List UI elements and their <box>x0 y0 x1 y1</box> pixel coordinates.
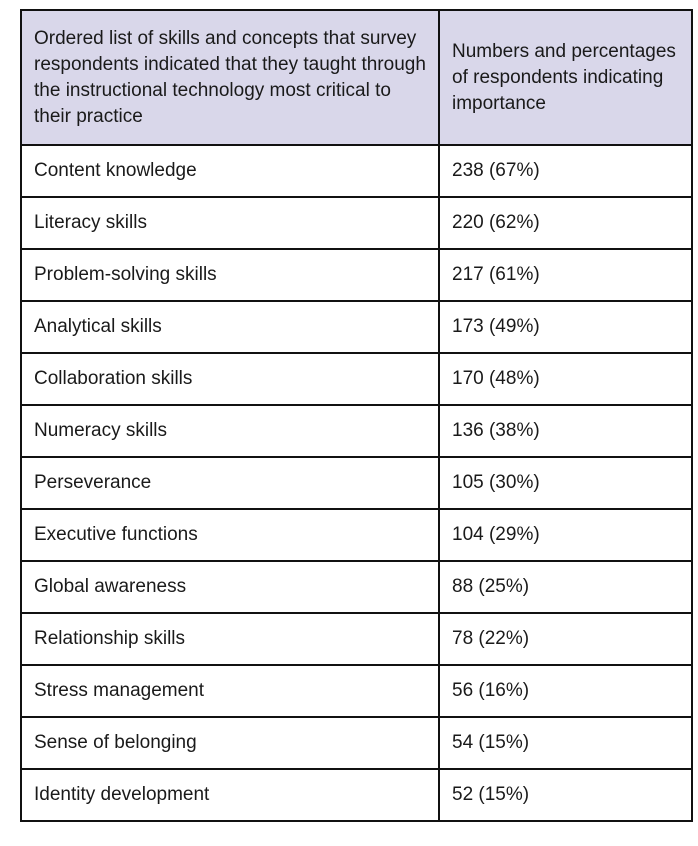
table-body <box>21 145 692 821</box>
skills-table <box>20 9 693 822</box>
skill-cell: Stress management <box>21 665 439 717</box>
value-cell: 170 (48%) <box>439 353 692 405</box>
value-cell: 105 (30%) <box>439 457 692 509</box>
skill-cell: Identity development <box>21 769 439 821</box>
table-row <box>21 405 692 457</box>
header-skills: Ordered list of skills and concepts that survey respondents indicated that they taught through the instructional technology most critical to their practice <box>21 10 439 145</box>
skill-cell: Content knowledge <box>21 145 439 197</box>
value-cell: 238 (67%) <box>439 145 692 197</box>
skills-table-container <box>20 9 691 822</box>
skill-cell: Relationship skills <box>21 613 439 665</box>
table-row <box>21 457 692 509</box>
table-row <box>21 509 692 561</box>
value-cell: 173 (49%) <box>439 301 692 353</box>
table-row <box>21 717 692 769</box>
table-row <box>21 769 692 821</box>
skill-cell: Analytical skills <box>21 301 439 353</box>
skill-cell: Executive functions <box>21 509 439 561</box>
table-row <box>21 613 692 665</box>
header-row <box>21 10 692 145</box>
table-header <box>21 10 692 145</box>
value-cell: 56 (16%) <box>439 665 692 717</box>
table-row <box>21 353 692 405</box>
table-row <box>21 145 692 197</box>
table-row <box>21 561 692 613</box>
table-row <box>21 301 692 353</box>
table-row <box>21 665 692 717</box>
table-row <box>21 249 692 301</box>
value-cell: 52 (15%) <box>439 769 692 821</box>
skill-cell: Sense of belonging <box>21 717 439 769</box>
value-cell: 54 (15%) <box>439 717 692 769</box>
header-respondents: Numbers and percentages of respondents indicating importance <box>439 10 692 145</box>
value-cell: 104 (29%) <box>439 509 692 561</box>
skill-cell: Numeracy skills <box>21 405 439 457</box>
skill-cell: Literacy skills <box>21 197 439 249</box>
value-cell: 88 (25%) <box>439 561 692 613</box>
skill-cell: Problem-solving skills <box>21 249 439 301</box>
value-cell: 217 (61%) <box>439 249 692 301</box>
table-row <box>21 197 692 249</box>
skill-cell: Collaboration skills <box>21 353 439 405</box>
value-cell: 220 (62%) <box>439 197 692 249</box>
value-cell: 78 (22%) <box>439 613 692 665</box>
value-cell: 136 (38%) <box>439 405 692 457</box>
skill-cell: Global awareness <box>21 561 439 613</box>
skill-cell: Perseverance <box>21 457 439 509</box>
